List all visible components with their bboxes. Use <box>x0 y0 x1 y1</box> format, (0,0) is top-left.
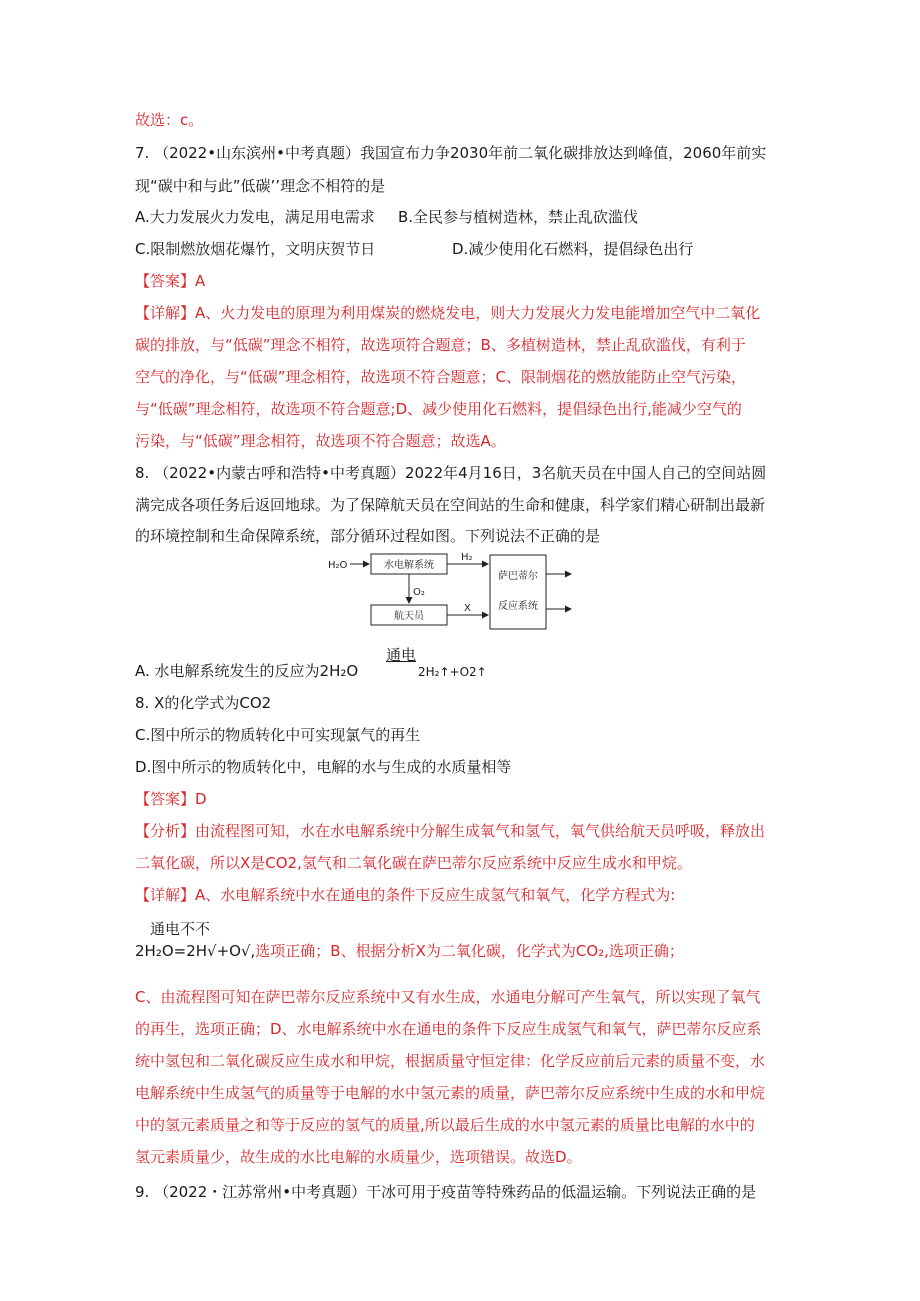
q7-answer: 【答案】A <box>135 272 206 290</box>
box-astronaut-label: 航天员 <box>394 611 424 622</box>
diagram-h2-label: H₂ <box>461 552 473 563</box>
box-sabatier <box>490 555 546 629</box>
diagram-x-label: X <box>464 603 471 614</box>
box-electrolysis-label: 水电解系统 <box>384 560 434 571</box>
q8-analysis-tag: 【分析】 <box>135 822 196 840</box>
box-sabatier-label-2: 反应系统 <box>498 601 538 612</box>
q7-detail-line5: 污染，与“低碳”理念相符，故选项不符合题意；故选A。 <box>135 432 506 450</box>
q8-answer: 【答案】D <box>135 790 207 808</box>
q8-equation: 2H₂O=2H√+O√, <box>135 942 256 960</box>
q8-detail-line8: 氢元素质量少，故生成的水比电解的水质量少，选项错误。故选D。 <box>135 1148 582 1166</box>
q8-analysis-line2: 二氧化碳，所以X是CO2,氢气和二氧化碳在萨巴蒂尔反应系统中反应生成水和甲烷。 <box>135 854 692 872</box>
q8-stem-line3: 的环境控制和生命保障系统，部分循环过程如图。下列说法不正确的是 <box>135 527 601 545</box>
q7-option-a: A.大力发展火力发电，满足用电需求 <box>135 208 375 226</box>
q8-option-c: C.图中所示的物质转化中可实现氯气的再生 <box>135 726 421 744</box>
q8-detail-line3: C、由流程图可知在萨巴蒂尔反应系统中又有水生成，水通电分解可产生氧气，所以实现了氧气 <box>135 988 761 1006</box>
q8-detail-line7: 中的氢元素质量之和等于反应的氢气的质量,所以最后生成的水中氢元素的质量比电解的水中的 <box>135 1116 755 1134</box>
q8-analysis-line1 <box>135 821 765 841</box>
q7-detail-line1 <box>135 303 760 323</box>
q8-option-d: D.图中所示的物质转化中，电解的水与生成的水质量相等 <box>135 758 512 776</box>
q7-detail-line3: 空气的净化，与“低碳”理念相符，故选项不符合题意；C、限制烟花的燃放能防止空气污染， <box>135 368 747 386</box>
q7-option-d: D.减少使用化石燃料，提倡绿色出行 <box>452 240 694 258</box>
q8-detail-line6: 电解系统中生成氢气的质量等于电解的水中氢元素的质量，萨巴蒂尔反应系统中生成的水和甲烷 <box>135 1084 766 1102</box>
q8-option-b: 8. X的化学式为CO2 <box>135 694 272 712</box>
q8-equation-condition: 通电不不 <box>150 920 211 938</box>
diagram-input-h2o: H₂O <box>328 560 348 571</box>
life-support-flow-diagram <box>325 550 585 635</box>
q9-stem-line1: 9. （2022・江苏常州•中考真题）干冰可用于疫苗等特殊药品的低温运输。下列说法正确的是 <box>135 1183 757 1201</box>
q7-detail-text1: A、火力发电的原理为利用煤炭的燃烧发电，则大力发展火力发电能增加空气中二氧化 <box>195 304 761 322</box>
q8-option-a: A. 水电解系统发生的反应为2H₂O <box>135 662 359 680</box>
q7-detail-line2: 碳的排放，与“低碳”理念不相符，故选项符合题意；B、多植树造林，禁止乱砍滥伐，有利于 <box>135 336 746 354</box>
q8-option-a-condition: 通电 <box>386 646 417 664</box>
q7-stem-line2: 现“碳中和与此”低碳’’理念不相符的是 <box>135 177 386 195</box>
q8-analysis-text1: 由流程图可知，水在水电解系统中分解生成氧气和氢气，氧气供给航天员呼吸，释放出 <box>195 822 766 840</box>
q8-option-a-products: 2H₂↑+O2↑ <box>418 665 487 679</box>
q8-stem-line1: 8. （2022•内蒙古呼和浩特•中考真题）2022年4月16日，3名航天员在中国人自己的空间站圆 <box>135 464 767 482</box>
q7-detail-line4: 与“低碳”理念相符，故选项不符合题意;D、减少使用化石燃料，提倡绿色出行,能减少空气的 <box>135 400 742 418</box>
q8-detail-text1: A、水电解系统中水在通电的条件下反应生成氢气和氧气，化学方程式为: <box>195 886 676 904</box>
q8-detail-text2: 选项正确；B、根据分析X为二氧化碳，化学式为CO₂,选项正确； <box>255 942 684 960</box>
prev-answer: 故选：c。 <box>135 111 204 129</box>
q8-stem-line2: 满完成各项任务后返回地球。为了保障航天员在空间站的生命和健康，科学家们精心研制出最新 <box>135 496 766 514</box>
q8-detail-line2 <box>135 941 684 961</box>
box-sabatier-label-1: 萨巴蒂尔 <box>498 571 538 582</box>
q8-detail-line4: 的再生，选项正确；D、水电解系统中水在通电的条件下反应生成氢气和氧气，萨巴蒂尔反应系 <box>135 1020 762 1038</box>
q8-detail-tag: 【详解】 <box>135 886 196 904</box>
q7-stem-line1: 7. （2022•山东滨州•中考真题）我国宣布力争2030年前二氧化碳排放达到峰值，2060年前实 <box>135 144 767 162</box>
q8-detail-line5: 统中氢包和二氧化碳反应生成水和甲烷，根据质量守恒定律：化学反应前后元素的质量不变，水 <box>135 1052 766 1070</box>
q7-option-c: C.限制燃放烟花爆竹，文明庆贺节日 <box>135 240 376 258</box>
diagram-o2-label: O₂ <box>413 587 425 598</box>
q7-option-b: B.全民参与植树造林，禁止乱砍滥伐 <box>398 208 639 226</box>
q8-detail-line1 <box>135 885 675 905</box>
q7-detail-tag: 【详解】 <box>135 304 196 322</box>
